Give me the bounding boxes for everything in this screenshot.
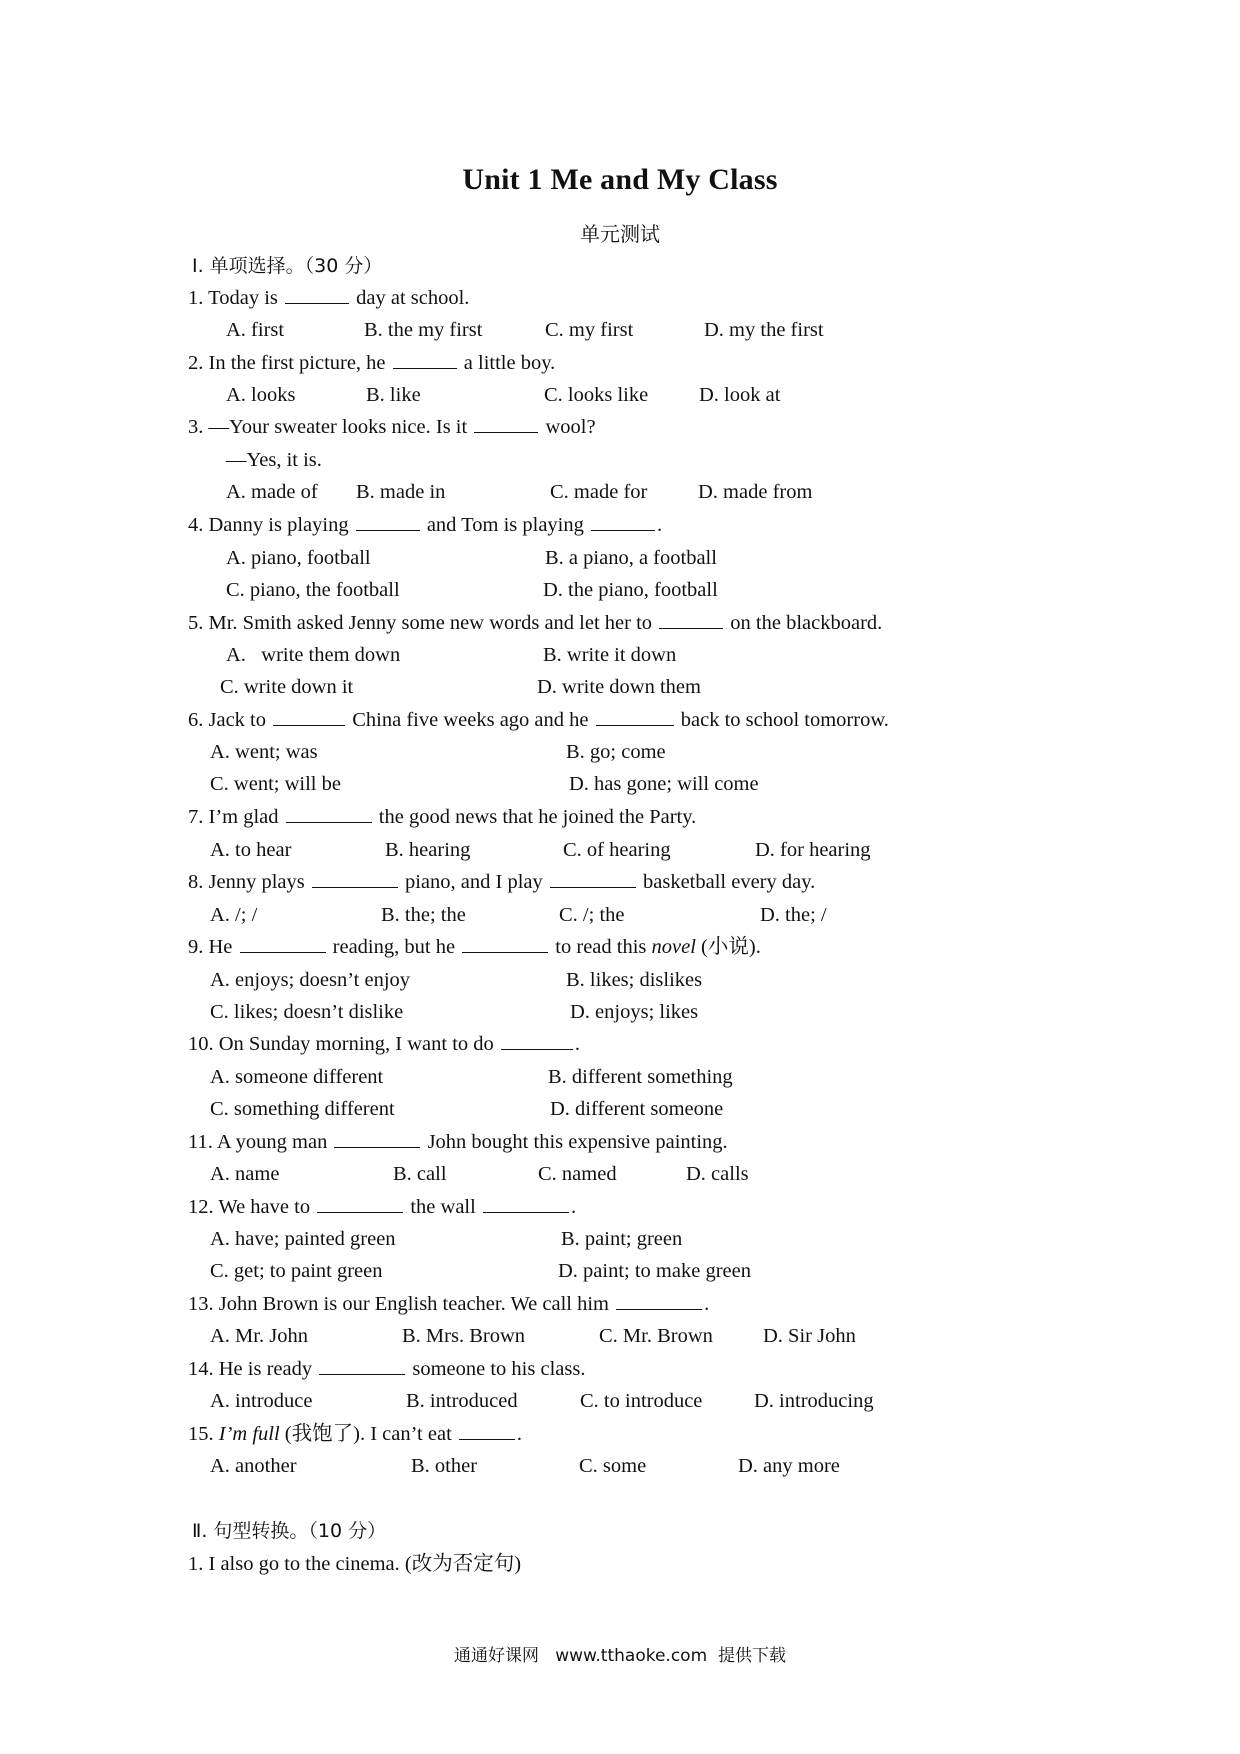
answer-blank xyxy=(501,1031,573,1050)
option-a: A. went; was xyxy=(210,741,318,763)
answer-blank xyxy=(596,707,674,726)
option-b: B. paint; green xyxy=(561,1228,683,1250)
answer-blank xyxy=(312,869,398,888)
option-b: B. Mrs. Brown xyxy=(402,1325,526,1347)
answer-blank xyxy=(591,512,655,531)
answer-blank xyxy=(285,285,349,304)
option-a: A. name xyxy=(210,1163,280,1185)
page-footer: 通通好课网 www.tthaoke.com 提供下载 xyxy=(454,1646,786,1666)
section-2-heading: Ⅱ. 句型转换。（10 分） xyxy=(192,1520,387,1542)
option-d: D. different someone xyxy=(550,1098,724,1120)
option-c: C. write down it xyxy=(220,676,354,698)
question-6: 6. Jack to China five weeks ago and he back to school tomorrow. xyxy=(188,709,889,731)
option-d: D. for hearing xyxy=(755,839,871,861)
question-13: 13. John Brown is our English teacher. We call him . xyxy=(188,1293,710,1315)
option-a: A. Mr. John xyxy=(210,1325,308,1347)
answer-blank xyxy=(550,869,636,888)
option-d: D. made from xyxy=(698,481,813,503)
option-d: D. paint; to make green xyxy=(558,1260,751,1282)
option-b: B. the; the xyxy=(381,904,466,926)
answer-blank xyxy=(273,707,345,726)
option-b: B. different something xyxy=(548,1066,733,1088)
option-c: C. made for xyxy=(550,481,648,503)
option-b: B. call xyxy=(393,1163,447,1185)
option-b: B. likes; dislikes xyxy=(566,969,703,991)
question-1: 1. Today is day at school. xyxy=(188,287,470,309)
section-2-question-1: 1. I also go to the cinema. (改为否定句) xyxy=(188,1553,522,1575)
option-d: D. look at xyxy=(699,384,781,406)
question-8: 8. Jenny plays piano, and I play basketball every day. xyxy=(188,871,816,893)
question-15: 15. I’m full (我饱了). I can’t eat . xyxy=(188,1423,523,1445)
question-3: 3. —Your sweater looks nice. Is it wool? xyxy=(188,416,596,438)
option-d: D. calls xyxy=(686,1163,749,1185)
option-d: D. Sir John xyxy=(763,1325,856,1347)
option-a: A. first xyxy=(226,319,285,341)
question-10: 10. On Sunday morning, I want to do . xyxy=(188,1033,581,1055)
option-b: B. hearing xyxy=(385,839,471,861)
option-b: B. like xyxy=(366,384,421,406)
option-a: A. to hear xyxy=(210,839,292,861)
option-c: C. get; to paint green xyxy=(210,1260,383,1282)
answer-blank xyxy=(286,804,372,823)
option-c: C. Mr. Brown xyxy=(599,1325,713,1347)
option-a: A. enjoys; doesn’t enjoy xyxy=(210,969,411,991)
answer-blank xyxy=(659,610,723,629)
option-a: A. /; / xyxy=(210,904,258,926)
answer-blank xyxy=(474,414,538,433)
answer-blank xyxy=(317,1194,403,1213)
option-c: C. some xyxy=(579,1455,647,1477)
option-a: A. another xyxy=(210,1455,297,1477)
page-title: Unit 1 Me and My Class xyxy=(462,163,778,196)
option-b: B. made in xyxy=(356,481,446,503)
answer-blank xyxy=(616,1291,702,1310)
answer-blank xyxy=(459,1421,515,1440)
question-14: 14. He is ready someone to his class. xyxy=(188,1358,586,1380)
answer-blank xyxy=(319,1356,405,1375)
section-1-heading: Ⅰ. 单项选择。（30 分） xyxy=(192,255,383,277)
option-c: C. of hearing xyxy=(563,839,671,861)
answer-blank xyxy=(356,512,420,531)
option-b: B. go; come xyxy=(566,741,666,763)
answer-blank xyxy=(334,1129,420,1148)
question-9: 9. He reading, but he to read this novel (小说). xyxy=(188,936,761,958)
option-d: D. my the first xyxy=(704,319,824,341)
question-2: 2. In the first picture, he a little boy. xyxy=(188,352,556,374)
option-c: C. my first xyxy=(545,319,634,341)
option-c: C. went; will be xyxy=(210,773,341,795)
option-c: C. /; the xyxy=(559,904,625,926)
answer-blank xyxy=(240,934,326,953)
option-c: C. named xyxy=(538,1163,617,1185)
question-7: 7. I’m glad the good news that he joined the Party. xyxy=(188,806,697,828)
answer-blank xyxy=(483,1194,569,1213)
question-12: 12. We have to the wall . xyxy=(188,1196,577,1218)
option-c: C. something different xyxy=(210,1098,395,1120)
option-a: A. someone different xyxy=(210,1066,384,1088)
option-d: D. the piano, football xyxy=(543,579,718,601)
option-a: A. write them down xyxy=(226,644,401,666)
answer-blank xyxy=(393,350,457,369)
option-a: A. have; painted green xyxy=(210,1228,396,1250)
option-b: B. the my first xyxy=(364,319,483,341)
dialogue-reply: —Yes, it is. xyxy=(226,449,322,471)
option-d: D. enjoys; likes xyxy=(570,1001,699,1023)
option-b: B. other xyxy=(411,1455,478,1477)
question-4: 4. Danny is playing and Tom is playing . xyxy=(188,514,663,536)
option-b: B. a piano, a football xyxy=(545,547,717,569)
option-a: A. piano, football xyxy=(226,547,371,569)
option-c: C. to introduce xyxy=(580,1390,703,1412)
page-subtitle: 单元测试 xyxy=(580,222,660,246)
option-c: C. piano, the football xyxy=(226,579,400,601)
option-a: A. looks xyxy=(226,384,296,406)
option-d: D. introducing xyxy=(754,1390,874,1412)
option-a: A. made of xyxy=(226,481,318,503)
option-c: C. likes; doesn’t dislike xyxy=(210,1001,404,1023)
answer-blank xyxy=(462,934,548,953)
option-c: C. looks like xyxy=(544,384,649,406)
option-b: B. introduced xyxy=(406,1390,518,1412)
option-d: D. write down them xyxy=(537,676,701,698)
option-a: A. introduce xyxy=(210,1390,313,1412)
option-d: D. the; / xyxy=(760,904,827,926)
question-5: 5. Mr. Smith asked Jenny some new words and let her to on the blackboard. xyxy=(188,612,883,634)
option-b: B. write it down xyxy=(543,644,677,666)
option-d: D. has gone; will come xyxy=(569,773,759,795)
question-11: 11. A young man John bought this expensive painting. xyxy=(188,1131,728,1153)
option-d: D. any more xyxy=(738,1455,840,1477)
